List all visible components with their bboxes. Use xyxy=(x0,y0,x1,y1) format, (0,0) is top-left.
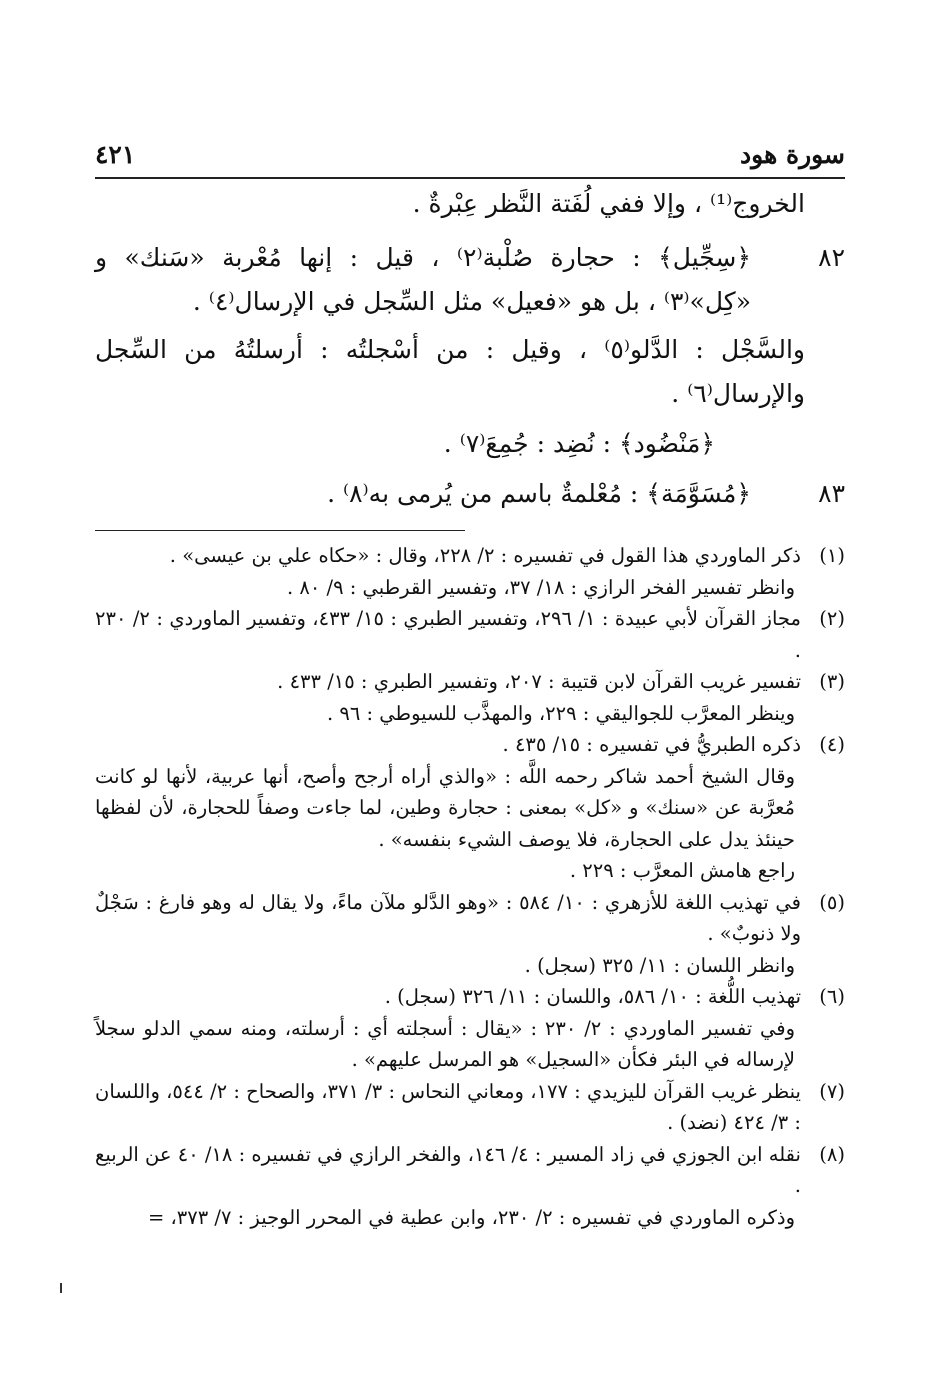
verse-entry xyxy=(95,236,845,324)
footnote xyxy=(95,1139,845,1234)
footnote-line: راجع هامش المعرَّب : ٢٢٩ . xyxy=(569,859,795,882)
footnote-line: وانظر تفسير الفخر الرازي : ١٨/ ٣٧، وتفسير القرطبي : ٩/ ٨٠ . xyxy=(286,575,795,599)
footnote-number: (١) xyxy=(819,544,845,567)
footnote xyxy=(95,603,845,666)
verse-number: ٨٣ xyxy=(818,479,845,508)
footnote-number: (٥) xyxy=(819,890,845,914)
footnote-line: وذكره الماوردي في تفسيره : ٢/ ٢٣٠، وابن عطية في المحرر الوجيز : ٧/ ٣٧٣، = xyxy=(147,1205,795,1229)
margin-mark xyxy=(60,1283,62,1293)
paragraph xyxy=(95,422,845,466)
main-text xyxy=(95,182,845,516)
paragraph-text: والسَّجْل : الدَّلو⁽٥⁾ ، وقيل : من أسْجلتُه : أرسلتُهُ من السِّجل والإرسال⁽٦⁾ . xyxy=(95,335,805,408)
footnote-line: نقله ابن الجوزي في زاد المسير : ٤/ ١٤٦، والفخر الرازي في تفسيره : ١٨/ ٤٠ عن الربيع . xyxy=(95,1142,801,1197)
paragraph-text: ﴿مَنْضُود﴾ : نُضِد : جُمِعَ⁽٧⁾ . xyxy=(443,429,715,458)
header-rule xyxy=(95,177,845,179)
footnote-number: (٤) xyxy=(819,733,845,756)
verse-entry xyxy=(95,472,845,516)
footnotes xyxy=(95,540,845,1233)
footnote xyxy=(95,1076,845,1139)
footnote-line: تفسير غريب القرآن لابن قتيبة : ٢٠٧، وتفسير الطبري : ١٥/ ٤٣٣ . xyxy=(277,670,801,693)
footnote-line: وينظر المعرَّب للجواليقي : ٢٢٩، والمهذَّب للسيوطي : ٩٦ . xyxy=(326,701,795,725)
footnote-number: (٣) xyxy=(819,670,845,693)
footnote-line: ذكر الماوردي هذا القول في تفسيره : ٢/ ٢٢٨، وقال : «حكاه علي بن عيسى» . xyxy=(169,544,801,567)
footnote-rule xyxy=(95,530,465,531)
paragraph-text: الخروج⁽¹⁾ ، وإلا ففي لُفَتة النَّظر عِبْرةٌ . xyxy=(412,189,805,218)
footnote-line: وفي تفسير الماوردي : ٢/ ٢٣٠ : «يقال : أسجلته أي : أرسلته، ومنه سمي الدلو سجلاً لإرساله في البئر فكأن «السجيل» هو المرسل عليهم» . xyxy=(95,1016,796,1071)
paragraph-text: ﴿سِجِّيل﴾ : حجارة صُلْبة⁽٢⁾ ، قيل : إنها مُعْربة «سَنك» و «كِل»⁽٣⁾ ، بل هو «فعيل» مثل السِّجل في الإرسال⁽٤⁾ . xyxy=(95,243,752,316)
paragraph xyxy=(95,328,845,416)
footnote-line: في تهذيب اللغة للأزهري : ١٠/ ٥٨٤ : «وهو الدَّلو ملآن ماءً، ولا يقال له وهو فارغ : سَجْلٌ ولا ذنوبٌ» . xyxy=(95,890,801,945)
footnote-line: وقال الشيخ أحمد شاكر رحمه اللَّه : «والذي أراه أرجح وأصح، أنها عربية، لأنها لو كانت مُعرَّبة عن «سنك» و «كل» بمعنى : حجارة وطين، لما جاءت وصفاً للحجارة، لأن لفظها حينئذ يدل على الحجارة، فلا يوصف الشيء بنفسه» . xyxy=(95,764,795,851)
footnote-line: تهذيب اللُّغة : ١٠/ ٥٨٦، واللسان : ١١/ ٣٢٦ (سجل) . xyxy=(384,985,801,1008)
footnote-number: (٢) xyxy=(819,607,845,630)
footnote-line: ذكره الطبريُّ في تفسيره : ١٥/ ٤٣٥ . xyxy=(502,733,801,756)
footnote-line: مجاز القرآن لأبي عبيدة : ١/ ٢٩٦، وتفسير الطبري : ١٥/ ٤٣٣، وتفسير الماوردي : ٢/ ٢٣٠ . xyxy=(95,607,801,662)
footnote-line: وانظر اللسان : ١١/ ٣٢٥ (سجل) . xyxy=(524,953,795,977)
verse-number: ٨٢ xyxy=(818,243,845,272)
footnote-number: (٨) xyxy=(819,1142,845,1166)
surah-title: سورة هود xyxy=(740,140,845,169)
footnote xyxy=(95,887,845,982)
footnote-number: (٦) xyxy=(819,985,845,1008)
footnote xyxy=(95,666,845,729)
footnote xyxy=(95,729,845,887)
footnote-number: (٧) xyxy=(819,1079,845,1103)
footnote-line: ينظر غريب القرآن لليزيدي : ١٧٧، ومعاني النحاس : ٣/ ٣٧١، والصحاح : ٢/ ٥٤٤، واللسان : ٣/ ٤٢٤ (نضد) . xyxy=(95,1079,801,1134)
footnote xyxy=(95,981,845,1076)
paragraph xyxy=(95,182,845,226)
paragraph-text: ﴿مُسَوَّمَة﴾ : مُعْلمةٌ باسم من يُرمى به⁽٨⁾ . xyxy=(327,479,751,508)
running-header xyxy=(95,136,845,176)
page-number: ٤٢١ xyxy=(95,140,136,169)
footnote xyxy=(95,540,845,603)
